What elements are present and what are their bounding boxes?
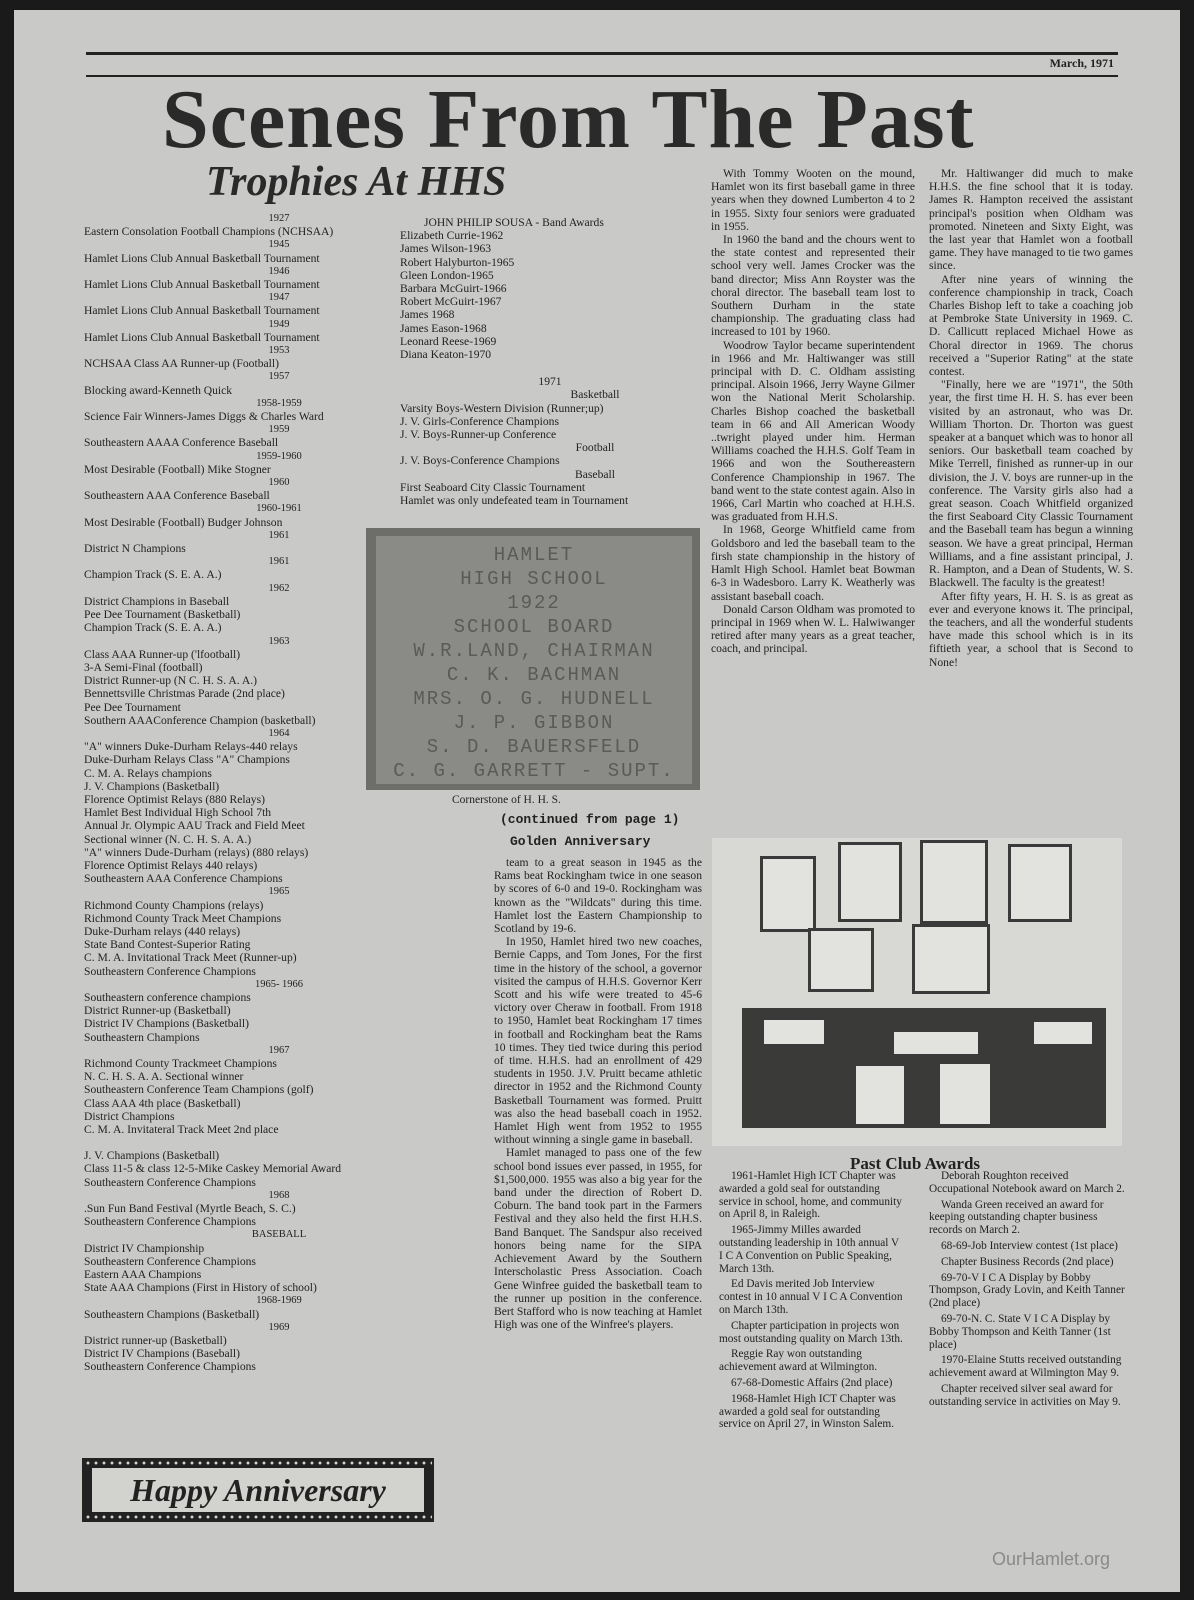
- framed-certificate: [760, 856, 816, 932]
- trophy-year: 1968: [268, 1189, 290, 1201]
- trophy-year: 1947: [268, 292, 290, 304]
- club-awards-column-1: [719, 1170, 905, 1434]
- trophy-item: "A" winners Dude-Durham (relays) (880 relays): [84, 845, 309, 859]
- trophy-item: C. M. A. Relays champions: [84, 766, 212, 780]
- article-paragraph: Hamlet managed to pass one of the few school bond issues ever passed, in 1955, for $1,500,000. 1955 was also a big year for the band under the direction of Robert D. Coburn. The band took part in the Farmers Festival and they also held the first H.H.S. Band Banquet. The Sandspur also received honors being name for the SIPA Achievement Award by the Southern Interscholastic Press Association. Coach Gene Winfree guided the basketball team to the runner up position in the conference. Bert Stafford who is now teaching at Hamlet High was one of the Winfree's players.: [494, 1146, 702, 1332]
- trophy-item: State Band Contest-Superior Rating: [84, 938, 251, 952]
- trophy-table: [742, 1008, 1106, 1128]
- trophy-item: Southeastern AAAA Conference Baseball: [84, 436, 279, 450]
- trophy-item: N. C. H. S. A. A. Sectional winner: [84, 1070, 244, 1084]
- engraved-line: 1922: [507, 592, 561, 614]
- banner-border-dots: [84, 1461, 432, 1465]
- trophy-item: District Runner-up (N C. H. S. A. A.): [84, 674, 258, 688]
- trophy-item: Pee Dee Tournament (Basketball): [84, 608, 241, 622]
- trophy-item: District runner-up (Basketball): [84, 1334, 227, 1348]
- awards-caption: Past Club Awards: [850, 1154, 981, 1173]
- trophy-year: 1965: [268, 886, 290, 898]
- plaque: [854, 1064, 906, 1126]
- framed-certificate: [912, 924, 990, 994]
- year-1971: 1971: [538, 375, 562, 389]
- trophy-item: NCHSAA Class AA Runner-up (Football): [84, 357, 279, 371]
- trophy-item: Southeastern Conference Team Champions (golf): [84, 1083, 314, 1097]
- trophy-item: Class AAA 4th place (Basketball): [84, 1096, 241, 1110]
- award-1971: J. V. Boys-Conference Champions: [400, 454, 560, 468]
- engraved-line: HIGH SCHOOL: [460, 568, 608, 590]
- plaque: [1032, 1020, 1094, 1046]
- trophy-year: 1946: [268, 265, 290, 277]
- anniversary-text: Happy Anniversary: [92, 1468, 424, 1512]
- award-1971: Hamlet was only undefeated team in Tournament: [400, 494, 629, 508]
- baseball-1971: [400, 481, 700, 507]
- award-1971: J. V. Girls-Conference Champions: [400, 414, 559, 428]
- band-awards-heading: JOHN PHILIP SOUSA - Band Awards: [424, 216, 604, 229]
- trophy-item: Florence Optimist Relays (880 Relays): [84, 792, 265, 806]
- trophy-year: 1959: [268, 424, 290, 436]
- band-award-name: Robert McGuirt-1967: [400, 295, 502, 309]
- trophy-year: BASEBALL: [251, 1229, 307, 1241]
- trophy-year: 1962: [268, 582, 290, 594]
- trophy-year: 1927: [268, 213, 290, 224]
- award-1971: Varsity Boys-Western Division (Runner;up): [400, 401, 604, 415]
- band-award-name: James Eason-1968: [400, 321, 487, 335]
- watermark: OurHamlet.org: [991, 1549, 1110, 1569]
- trophy-item: Duke-Durham relays (440 relays): [84, 924, 241, 938]
- sport-heading: Basketball: [570, 388, 620, 402]
- trophy-item: Science Fair Winners-James Diggs & Charles Ward: [84, 410, 324, 424]
- trophy-item: J. V. Champions (Basketball): [84, 1149, 220, 1163]
- trophy-item: Southeastern Conference Champions: [84, 1360, 256, 1374]
- trophy-year: 1968-1969: [256, 1295, 302, 1307]
- basketball-1971: [400, 402, 700, 442]
- club-awards-column-2: [929, 1170, 1129, 1412]
- trophy-item: Florence Optimist Relays 440 relays): [84, 858, 258, 872]
- article-paragraph: In 1968, George Whitfield came from Goldsboro and led the baseball team to the firsh state championship in the history of Hamlt High School. Hamlet beat Bowman 6-3 in Wadesboro. Larry K. Weatherly was assistant baseball coach.: [711, 523, 915, 603]
- trophy-item: J. V. Champions (Basketball): [84, 779, 220, 793]
- engraved-line: SCHOOL BOARD: [453, 616, 615, 638]
- engraved-line: C. G. GARRETT - SUPT.: [393, 760, 675, 782]
- band-award-name: Barbara McGuirt-1966: [400, 282, 507, 296]
- trophy-item: Eastern Consolation Football Champions (NCHSAA): [84, 225, 334, 239]
- club-award: 1965-Jimmy Milles awarded outstanding leadership in 10th annual V I C A Convention on Public Speaking, March 13th.: [719, 1224, 899, 1275]
- trophy-item: District IV Championship: [84, 1241, 205, 1255]
- club-award: 69-70-V I C A Display by Bobby Thompson, Grady Lovin, and Keith Tanner (2nd place): [929, 1271, 1125, 1310]
- engraved-line: HAMLET: [493, 544, 575, 566]
- trophy-year: 1961: [268, 556, 290, 568]
- cornerstone-engraving: [376, 536, 692, 784]
- trophy-year: 1949: [268, 318, 290, 330]
- framed-certificate: [1008, 844, 1072, 922]
- anniversary-banner: [82, 1458, 434, 1522]
- trophy-year: 1958-1959: [256, 397, 302, 409]
- club-award: Deborah Roughton received Occupational Notebook award on March 2.: [929, 1170, 1125, 1195]
- trophy-item: Eastern AAA Champions: [84, 1268, 202, 1282]
- article-paragraph: Woodrow Taylor became superintendent in 1966 and Mr. Haltiwanger was still principal with D. C. Oldham assisting principal. Alsoin 1966, Jerry Wayne Gilmer won the National Merit Scholarship. Charles Bishop coached the basketball team in 66 and All American Woody ..twright played under him. Herman Williams coached the H.H.S. Golf Team in 1966 and won the Southereastern Conference Championship in 1967. The band went to the state contest again. Also in 1966, Carl Martin who coached at H.H.S. was graduated from H.H.S.: [711, 338, 915, 524]
- trophy-item: Richmond County Champions (relays): [84, 898, 264, 912]
- trophy-item: Southern AAAConference Champion (basketball): [84, 713, 316, 727]
- trophy-year: 1960-1961: [256, 503, 302, 515]
- club-award: 1970-Elaine Stutts received outstanding achievement award at Wilmington May 9.: [929, 1354, 1122, 1380]
- trophy-item: Pee Dee Tournament: [84, 700, 181, 714]
- article-paragraph: In 1950, Hamlet hired two new coaches, Bernie Capps, and Tom Jones, For the first time in the history of the school, a governor visited the campus of H.H.S. Governor Kerr Scott and his wife were treated to 45-6 victory over Cheraw in football. From 1918 to 1950, Hamlet beat Rockingham 17 times in football and Rockingham beat the Rams 10 times. They tied twice during this period of time. H.H.S. had an enrollment of 429 students in 1950. J.V. Pruitt became athletic director in 1952 and the Richmond County Basketball Tournament was formed. Pruitt was also the head baseball coach in 1952. Hamlet High went from 1952 to 1955 without winning a single game in baseball.: [494, 935, 702, 1147]
- band-awards: [400, 216, 700, 507]
- trophy-year: 1963: [268, 635, 290, 647]
- award-1971: J. V. Boys-Runner-up Conference: [400, 428, 557, 442]
- engraved-line: C. K. BACHMAN: [446, 664, 622, 686]
- plaque: [762, 1018, 826, 1046]
- trophy-item: Champion Track (S. E. A. A.): [84, 568, 222, 582]
- trophy-item: Hamlet Lions Club Annual Basketball Tournament: [84, 304, 320, 318]
- trophy-item: Southeastern AAA Conference Champions: [84, 872, 283, 886]
- trophy-item: Southeastern Champions (Basketball): [84, 1307, 260, 1321]
- trophy-item: District IV Champions (Basketball): [84, 1017, 249, 1031]
- trophy-item: District Champions in Baseball: [84, 594, 230, 608]
- trophy-item: Class 11-5 & class 12-5-Mike Caskey Memorial Award: [84, 1162, 342, 1176]
- trophy-year: 1964: [268, 727, 290, 739]
- article-paragraph: In 1960 the band and the chours went to the state contest and represented their school very well. James Crocker was the band director; Miss Ann Royster was the choral director. The baseball team lost to Southern Durham in the state championship. The graduating class had increased to 101 by 1960.: [711, 233, 915, 339]
- band-award-name: James 1968: [400, 308, 455, 322]
- plaque: [938, 1062, 992, 1126]
- article-paragraph: "Finally, here we are "1971", the 50th year, the first time H. H. S. has ever been visited by an astronaut, who was Dr. William Thorton. Dr. Thorton was guest speaker at a banquet which was to honor all seniors. Our basketball team coached by Mike Terrell, finished as runner-up in our division, the J. V. boys are runner-up in the conference. The Varsity girls also had a great season. Coach Whitfield organized the first Seaboard City Classic Tournament and the Baseball team has begun a winning season. We have a great principal, Herman Williams, and a fine assistant principal, J. R. Hampton, and a Dean of Students, W. S. Blackwell. The faculty is the greatest!: [929, 378, 1133, 590]
- trophy-item: Most Desirable (Football) Budger Johnson: [84, 515, 283, 529]
- trophy-item: District Runner-up (Basketball): [84, 1004, 231, 1018]
- band-award-name: Gleen London-1965: [400, 268, 494, 282]
- framed-certificate: [808, 928, 874, 992]
- article-column-2: [711, 167, 915, 656]
- trophy-year: 1953: [268, 345, 290, 357]
- trophy-item: 3-A Semi-Final (football): [84, 660, 203, 674]
- trophy-item: [84, 1136, 384, 1149]
- article-column-3: [929, 167, 1133, 669]
- trophy-year: 1961: [268, 529, 290, 541]
- framed-certificate: [920, 840, 988, 924]
- article-paragraph: After nine years of winning the conference championship in track, Coach Charles Bishop left to take a coaching job at Pembroke State University in 1969. C. D. Callicutt replaced Michael Howe as Choral director in 1969. The chorus received a "Superior Rating" at the state contest.: [929, 272, 1133, 379]
- trophy-item: State AAA Champions (First in History of school): [84, 1281, 317, 1295]
- trophy-list: [84, 212, 384, 1374]
- trophy-item: Southeastern conference champions: [84, 990, 251, 1004]
- trophy-item: Southeastern Conference Champions: [84, 1215, 256, 1229]
- engraved-line: MRS. O. G. HUDNELL: [413, 688, 655, 710]
- newspaper-page: [14, 10, 1180, 1592]
- trophy-item: Hamlet Lions Club Annual Basketball Tournament: [84, 251, 320, 265]
- band-award-name: Robert Halyburton-1965: [400, 255, 515, 269]
- sport-heading: Baseball: [575, 467, 615, 481]
- club-award: Wanda Green received an award for keeping outstanding chapter business records on March 2.: [929, 1198, 1104, 1237]
- club-award: Chapter Business Records (2nd place): [941, 1255, 1114, 1268]
- club-award: Reggie Ray won outstanding achievement award at Wilmington.: [719, 1348, 878, 1374]
- article-heading: Golden Anniversary: [510, 834, 651, 849]
- trophy-item: District IV Champions (Baseball): [84, 1347, 240, 1361]
- trophy-item: Most Desirable (Football) Mike Stogner: [84, 462, 271, 476]
- article-column-1: [494, 856, 702, 1331]
- trophy-year: 1960: [268, 477, 290, 489]
- award-1971: First Seaboard City Classic Tournament: [400, 480, 586, 494]
- band-award-names: [400, 229, 700, 361]
- trophy-item: C. M. A. Invitational Track Meet (Runner-up): [84, 951, 297, 965]
- engraved-line: W.R.LAND, CHAIRMAN: [413, 640, 655, 662]
- club-award: Chapter participation in projects won most outstanding quality on March 13th.: [719, 1319, 903, 1345]
- engraved-line: S. D. BAUERSFELD: [426, 736, 642, 758]
- trophy-item: Hamlet Best Individual High School 7th: [84, 806, 272, 820]
- club-award: 67-68-Domestic Affairs (2nd place): [731, 1376, 893, 1389]
- sport-heading: Football: [575, 441, 615, 455]
- trophy-item: Hamlet Lions Club Annual Basketball Tournament: [84, 330, 320, 344]
- club-award: 69-70-N. C. State V I C A Display by Bobby Thompson and Keith Tanner (1st place): [929, 1312, 1111, 1351]
- top-rule: [86, 52, 1118, 55]
- page-title: Scenes From The Past: [162, 73, 975, 166]
- page-subtitle: Trophies At HHS: [206, 159, 507, 205]
- club-award: Ed Davis merited Job Interview contest in 10 annual V I C A Convention on March 13th.: [719, 1278, 903, 1316]
- trophy-item: Southeastern Conference Champions: [84, 964, 256, 978]
- trophy-item: Richmond County Track Meet Champions: [84, 911, 282, 925]
- trophy-item: .Sun Fun Band Festival (Myrtle Beach, S. C.): [84, 1202, 296, 1216]
- trophy-item: District Champions: [84, 1109, 175, 1123]
- band-award-name: Leonard Reese-1969: [400, 334, 497, 348]
- club-award: Chapter received silver seal award for outstanding service in activities on May 9.: [929, 1382, 1121, 1408]
- trophy-year: 1959-1960: [256, 450, 302, 462]
- article-paragraph: After fifty years, H. H. S. is as great as ever and everyone knows it. The principal, the teachers, and all the wonderful students have made this school which is in its fiftieth year, a school that is Second to None!: [929, 589, 1133, 669]
- trophy-item: Bennettsville Christmas Parade (2nd place): [84, 687, 285, 701]
- band-award-name: Elizabeth Currie-1962: [400, 229, 504, 243]
- trophy-item: Southeastern AAA Conference Baseball: [84, 489, 270, 503]
- trophy-item: Southeastern Conference Champions: [84, 1254, 256, 1268]
- trophy-year: 1945: [268, 239, 290, 251]
- trophy-item: District N Champions: [84, 542, 186, 556]
- trophy-item: Southeastern Conference Champions: [84, 1175, 256, 1189]
- trophy-item: Duke-Durham Relays Class "A" Champions: [84, 753, 290, 767]
- band-award-name: James Wilson-1963: [400, 242, 492, 256]
- club-award: 1968-Hamlet High ICT Chapter was awarded a gold seal for outstanding service on April 27, in Winston Salem.: [719, 1392, 896, 1431]
- issue-date: March, 1971: [1049, 56, 1114, 70]
- club-award: 1961-Hamlet High ICT Chapter was awarded a gold seal for outstanding service in school, home, and community on April 8, in Raleigh.: [719, 1170, 902, 1221]
- trophy-item: Class AAA Runner-up ('lfootball): [84, 647, 241, 661]
- trophy-year: 1965- 1966: [254, 978, 304, 990]
- trophy-item: "A" winners Duke-Durham Relays-440 relays: [84, 740, 298, 754]
- banner-border-dots: [84, 1515, 432, 1519]
- cornerstone-caption: Cornerstone of H. H. S.: [452, 794, 561, 806]
- club-award: 68-69-Job Interview contest (1st place): [941, 1239, 1118, 1252]
- article-paragraph: With Tommy Wooten on the mound, Hamlet won its first baseball game in three years when they downed Lumberton 4 to 2 in 1955. Sixty four seniors were graduated in 1955.: [711, 167, 915, 233]
- trophy-item: Champion Track (S. E. A. A.): [84, 621, 222, 635]
- trophy-item: Southeastern Champions: [84, 1030, 200, 1044]
- continued-note: (continued from page 1): [500, 812, 680, 827]
- framed-certificate: [838, 842, 902, 922]
- plaque: [892, 1030, 980, 1056]
- cornerstone-photo: [366, 528, 700, 790]
- engraved-line: J. P. GIBBON: [453, 712, 615, 734]
- band-award-name: Diana Keaton-1970: [400, 348, 492, 362]
- trophy-year: 1957: [268, 371, 290, 383]
- trophy-year: 1967: [268, 1044, 290, 1056]
- trophy-year: 1969: [268, 1321, 290, 1333]
- trophy-item: Richmond County Trackmeet Champions: [84, 1057, 277, 1070]
- trophy-item: C. M. A. Invitateral Track Meet 2nd place: [84, 1123, 279, 1137]
- trophy-case-photo: [712, 838, 1122, 1146]
- trophy-item: Annual Jr. Olympic AAU Track and Field Meet: [84, 819, 305, 833]
- football-1971: [400, 454, 700, 467]
- trophy-item: Sectional winner (N. C. H. S. A. A.): [84, 832, 252, 846]
- trophy-item: Blocking award-Kenneth Quick: [84, 383, 233, 397]
- article-paragraph: team to a great season in 1945 as the Rams beat Rockingham twice in one season by scores of 6-0 and 19-0. Rockingham was known as the "Wildcats" during this time. Hamlet lost the Eastern Championship to Scotland by 19-6.: [494, 856, 702, 936]
- trophy-item: Hamlet Lions Club Annual Basketball Tournament: [84, 278, 320, 292]
- article-paragraph: Mr. Haltiwanger did much to make H.H.S. the fine school that it is today. James R. Hampton received the assistant principal's position when Oldham was promoted. Nineteen and Sixty Eight, was the last year that Hamlet won a football game. They have managed to tie two games since.: [929, 167, 1133, 273]
- article-paragraph: Donald Carson Oldham was promoted to principal in 1969 when W. L. Halwiwanger retired after many years as a great teacher, coach, and principal.: [711, 602, 915, 656]
